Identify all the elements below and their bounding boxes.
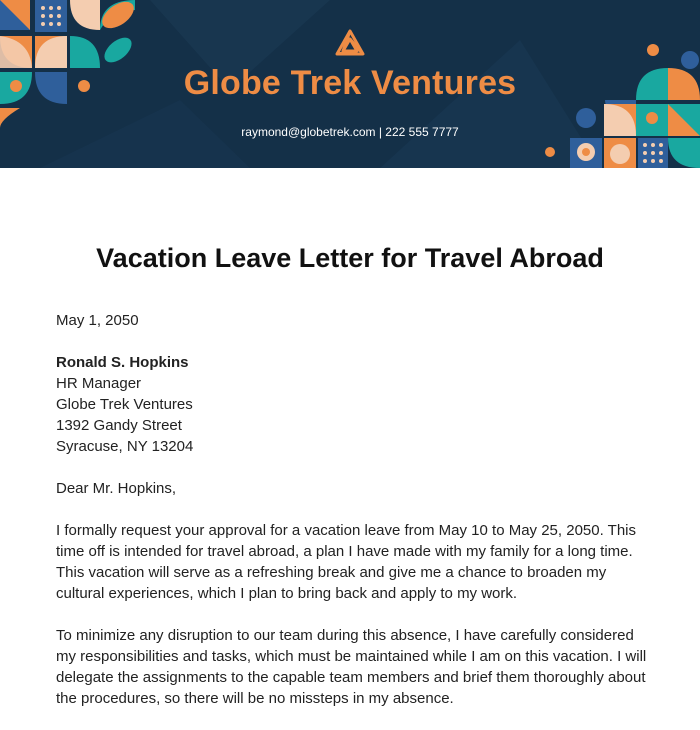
- letter-body: [56, 310, 656, 730]
- recipient-street: 1392 Gandy Street: [56, 417, 182, 434]
- salutation: Dear Mr. Hopkins,: [56, 480, 177, 497]
- recipient-position: HR Manager: [56, 375, 142, 392]
- recipient-name: Ronald S. Hopkins: [56, 354, 189, 371]
- header-banner: [0, 0, 700, 168]
- paragraph: I formally request your approval for a vacation leave from May 10 to May 25, 2050. This time off is intended for travel abroad, a plan I have made with my family for a long time. This vacation will serve as a refreshing break and give me a chance to broaden my cultural experiences, which I plan to bring back and apply to my work.: [56, 522, 637, 602]
- paragraph: To minimize any disruption to our team during this absence, I have carefully considered my responsibilities and tasks, which must be maintained while I am on this vacation. I will delegate the assignments to the capable team members and brief them thoroughly about the procedures, so there will be no missteps in my absence.: [56, 627, 647, 707]
- document-title: Vacation Leave Letter for Travel Abroad: [96, 243, 604, 273]
- triangle-knot-logo-icon: [334, 28, 366, 58]
- recipient-block: [56, 352, 656, 457]
- recipient-company: Globe Trek Ventures: [56, 396, 193, 413]
- letter-date: May 1, 2050: [56, 312, 139, 329]
- company-logo: [0, 28, 700, 63]
- company-name: Globe Trek Ventures: [183, 64, 517, 102]
- contact-info: raymond@globetrek.com | 222 555 7777: [241, 125, 459, 139]
- recipient-city: Syracuse, NY 13204: [56, 438, 194, 455]
